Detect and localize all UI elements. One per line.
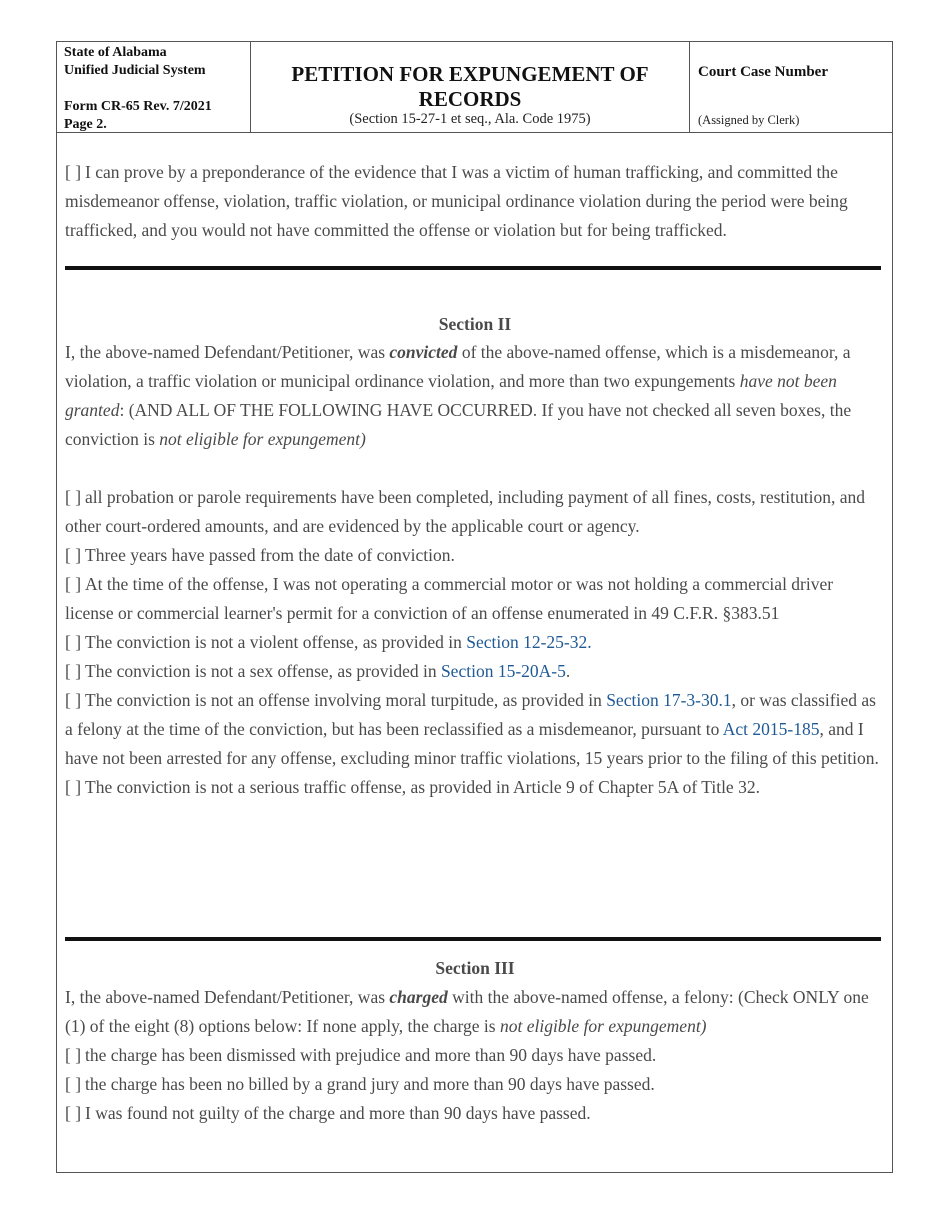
checkbox[interactable]: [ ]	[65, 632, 82, 652]
checkbox[interactable]: [ ]	[65, 162, 82, 182]
checklist-item-serious-traffic	[65, 773, 885, 802]
checkbox[interactable]: [ ]	[65, 777, 82, 797]
section-ii-intro	[65, 338, 885, 454]
human-trafficking-item	[65, 158, 885, 245]
item-text: I can prove by a preponderance of the evidence that I was a victim of human trafficking, and committed the misdemeanor offense, violation, traffic violation, or municipal ordinance violation during the period were being trafficked, and you would not have committed the offense or violation but for being trafficked.	[65, 162, 848, 240]
court-case-number-note: (Assigned by Clerk)	[698, 113, 800, 127]
form-subtitle: (Section 15-27-1 et seq., Ala. Code 1975)	[349, 111, 591, 127]
item-text: The conviction is not a sex offense, as provided in	[85, 661, 441, 681]
header-case-number-cell	[690, 42, 892, 132]
item-text: The conviction is not a violent offense, as provided in	[85, 632, 467, 652]
checklist-item-dismissed	[65, 1041, 885, 1070]
header-agency-cell	[57, 42, 251, 132]
charged-emphasis: charged	[389, 987, 448, 1007]
item-text: The conviction is not an offense involving moral turpitude, as provided in	[85, 690, 607, 710]
checkbox[interactable]: [ ]	[65, 690, 82, 710]
form-title-line1: PETITION FOR EXPUNGEMENT OF	[291, 62, 649, 86]
item-text: the charge has been no billed by a grand jury and more than 90 days have passed.	[85, 1074, 655, 1094]
intro-text: : (AND ALL OF THE FOLLOWING HAVE OCCURRED. If you have not checked all seven boxes, the conviction is	[65, 400, 852, 449]
section-iii-title: Section III	[435, 958, 515, 978]
section-ii-title: Section II	[438, 314, 512, 334]
checkbox[interactable]: [ ]	[65, 574, 82, 594]
item-text: .	[565, 661, 571, 681]
section-12-25-32-link[interactable]: Section 12-25-32.	[466, 632, 592, 652]
intro-text: with the above-named offense, a felony: (Check ONLY one (1) of the eight (8) options below: If none apply, the charge is	[65, 987, 869, 1036]
checkbox[interactable]: [ ]	[65, 1103, 82, 1123]
intro-text: I, the above-named Defendant/Petitioner, was	[65, 987, 390, 1007]
page-number: Page 2.	[64, 117, 107, 132]
checkbox[interactable]: [ ]	[65, 1074, 82, 1094]
not-granted-emphasis: have not been granted	[65, 371, 837, 420]
item-text: I was found not guilty of the charge and more than 90 days have passed.	[85, 1103, 591, 1123]
court-case-number-label: Court Case Number	[698, 64, 828, 80]
header-title-cell	[251, 42, 690, 132]
state-name: State of Alabama	[64, 45, 167, 60]
item-text: The conviction is not a serious traffic offense, as provided in Article 9 of Chapter 5A of Title 32.	[85, 777, 760, 797]
checklist-item-not-guilty	[65, 1099, 885, 1128]
item-text: , or was classified as a felony at the time of the conviction, but has been reclassified as a misdemeanor, pursuant to	[65, 690, 876, 739]
section-divider	[65, 266, 881, 270]
act-2015-185-link[interactable]: Act 2015-185	[722, 719, 820, 739]
section-iii-checklist	[65, 1041, 885, 1128]
item-text: Three years have passed from the date of conviction.	[85, 545, 455, 565]
item-text: At the time of the offense, I was not operating a commercial motor or was not holding a commercial driver license or commercial learner's permit for a conviction of an offense enumerated in 49 C.F.R. §383.51	[65, 574, 834, 623]
not-eligible-emphasis: not eligible for expungement)	[159, 429, 366, 449]
checklist-item-three-years	[65, 541, 885, 570]
section-iii-intro	[65, 983, 885, 1041]
checklist-item-moral-turpitude	[65, 686, 885, 773]
convicted-emphasis: convicted	[389, 342, 458, 362]
checklist-item-no-billed	[65, 1070, 885, 1099]
form-header	[57, 42, 892, 133]
checklist-item-probation	[65, 483, 885, 541]
checklist-item-commercial-license	[65, 570, 885, 628]
section-17-3-30-1-link[interactable]: Section 17-3-30.1	[606, 690, 732, 710]
section-15-20a-5-link[interactable]: Section 15-20A-5	[440, 661, 566, 681]
checklist-item-violent-offense	[65, 628, 885, 657]
form-title	[251, 62, 689, 112]
form-title-line2: RECORDS	[418, 87, 522, 111]
checkbox[interactable]: [ ]	[65, 545, 82, 565]
item-text: , and I have not been arrested for any offense, excluding minor traffic violations, 15 years prior to the filing of this petition.	[65, 719, 879, 768]
form-number: Form CR-65 Rev. 7/2021	[64, 99, 212, 114]
checkbox[interactable]: [ ]	[65, 1045, 82, 1065]
checklist-item-sex-offense	[65, 657, 885, 686]
checkbox[interactable]: [ ]	[65, 661, 82, 681]
section-ii-checklist	[65, 483, 885, 802]
intro-text: of the above-named offense, which is a misdemeanor, a violation, a traffic violation or municipal ordinance violation, and more than two expungements	[65, 342, 851, 391]
section-divider	[65, 937, 881, 941]
not-eligible-emphasis: not eligible for expungement)	[499, 1016, 707, 1036]
intro-text: I, the above-named Defendant/Petitioner, was	[65, 342, 390, 362]
item-text: all probation or parole requirements have been completed, including payment of all fines, costs, restitution, and other court-ordered amounts, and are evidenced by the applicable court or agency.	[65, 487, 866, 536]
judicial-system-name: Unified Judicial System	[64, 63, 206, 78]
checkbox[interactable]: [ ]	[65, 487, 82, 507]
item-text: the charge has been dismissed with prejudice and more than 90 days have passed.	[85, 1045, 657, 1065]
